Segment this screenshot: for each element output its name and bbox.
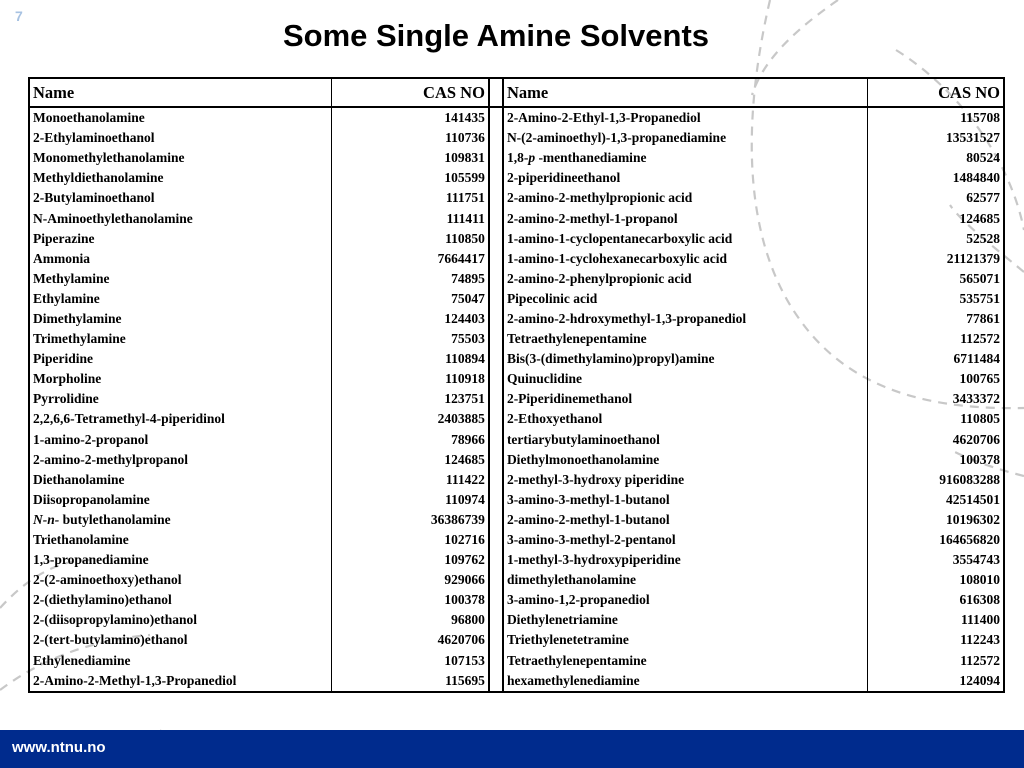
right-cas-cell: 4620706 bbox=[868, 430, 1004, 450]
right-cas-cell: 535751 bbox=[868, 289, 1004, 309]
right-cas-cell: 21121379 bbox=[868, 249, 1004, 269]
right-name-cell: 1-amino-1-cyclopentanecarboxylic acid bbox=[503, 229, 868, 249]
right-cas-cell: 111400 bbox=[868, 610, 1004, 630]
left-name-cell: 1,3-propanediamine bbox=[29, 550, 332, 570]
column-gap bbox=[489, 269, 503, 289]
column-gap bbox=[489, 610, 503, 630]
left-name-cell: Triethanolamine bbox=[29, 530, 332, 550]
right-name-cell bbox=[503, 148, 868, 168]
header-name-left: Name bbox=[29, 78, 332, 107]
column-gap bbox=[489, 671, 503, 692]
column-gap bbox=[489, 470, 503, 490]
left-cas-cell: 75503 bbox=[332, 329, 489, 349]
column-gap bbox=[489, 329, 503, 349]
left-cas-cell: 111411 bbox=[332, 208, 489, 228]
left-name-cell: Morpholine bbox=[29, 369, 332, 389]
right-cas-cell: 100765 bbox=[868, 369, 1004, 389]
name-suffix: butylethanolamine bbox=[59, 511, 171, 527]
right-cas-cell: 110805 bbox=[868, 409, 1004, 429]
left-cas-cell: 115695 bbox=[332, 671, 489, 692]
left-name-cell: Diethanolamine bbox=[29, 470, 332, 490]
table-row bbox=[29, 107, 1004, 128]
right-name-cell: 3-amino-3-methyl-1-butanol bbox=[503, 490, 868, 510]
right-cas-cell: 115708 bbox=[868, 107, 1004, 128]
right-cas-cell: 77861 bbox=[868, 309, 1004, 329]
left-name-cell bbox=[29, 510, 332, 530]
left-name-cell: Methylamine bbox=[29, 269, 332, 289]
left-name-cell: 2-Butylaminoethanol bbox=[29, 188, 332, 208]
right-name-cell: Pipecolinic acid bbox=[503, 289, 868, 309]
column-gap bbox=[489, 208, 503, 228]
column-gap bbox=[489, 349, 503, 369]
left-name-cell: Dimethylamine bbox=[29, 309, 332, 329]
left-name-cell: 2-(diethylamino)ethanol bbox=[29, 590, 332, 610]
right-name-cell: 2-Ethoxyethanol bbox=[503, 409, 868, 429]
amine-solvents-table bbox=[28, 77, 1005, 693]
left-name-cell: Pyrrolidine bbox=[29, 389, 332, 409]
right-cas-cell: 112572 bbox=[868, 329, 1004, 349]
left-name-cell: Monomethylethanolamine bbox=[29, 148, 332, 168]
right-cas-cell: 100378 bbox=[868, 450, 1004, 470]
table-row bbox=[29, 550, 1004, 570]
left-cas-cell: 78966 bbox=[332, 430, 489, 450]
right-cas-cell: 1484840 bbox=[868, 168, 1004, 188]
right-name-cell: 2-amino-2-methylpropionic acid bbox=[503, 188, 868, 208]
slide-title: Some Single Amine Solvents bbox=[282, 18, 710, 53]
table-row bbox=[29, 229, 1004, 249]
slide-number: 7 bbox=[15, 8, 23, 24]
right-name-cell: tertiarybutylaminoethanol bbox=[503, 430, 868, 450]
table-row bbox=[29, 128, 1004, 148]
left-name-cell: Monoethanolamine bbox=[29, 107, 332, 128]
left-cas-cell: 105599 bbox=[332, 168, 489, 188]
left-name-cell: 2,2,6,6-Tetramethyl-4-piperidinol bbox=[29, 409, 332, 429]
column-gap bbox=[489, 78, 503, 107]
table-row bbox=[29, 148, 1004, 168]
table-row bbox=[29, 349, 1004, 369]
table-row bbox=[29, 329, 1004, 349]
left-cas-cell: 124403 bbox=[332, 309, 489, 329]
column-gap bbox=[489, 148, 503, 168]
footer-bar bbox=[0, 730, 1024, 768]
name-italic-part: p bbox=[528, 150, 536, 166]
column-gap bbox=[489, 229, 503, 249]
left-cas-cell: 111422 bbox=[332, 470, 489, 490]
right-name-cell: Diethylmonoethanolamine bbox=[503, 450, 868, 470]
left-cas-cell: 141435 bbox=[332, 107, 489, 128]
left-name-cell: Methyldiethanolamine bbox=[29, 168, 332, 188]
left-name-cell: 2-(tert-butylamino)ethanol bbox=[29, 630, 332, 650]
left-cas-cell: 2403885 bbox=[332, 409, 489, 429]
left-name-cell: Piperidine bbox=[29, 349, 332, 369]
right-cas-cell: 616308 bbox=[868, 590, 1004, 610]
left-cas-cell: 75047 bbox=[332, 289, 489, 309]
left-cas-cell: 102716 bbox=[332, 530, 489, 550]
table-row bbox=[29, 369, 1004, 389]
left-name-cell: Diisopropanolamine bbox=[29, 490, 332, 510]
right-name-cell: Quinuclidine bbox=[503, 369, 868, 389]
right-name-cell: 2-amino-2-hdroxymethyl-1,3-propanediol bbox=[503, 309, 868, 329]
column-gap bbox=[489, 530, 503, 550]
left-name-cell: 2-(2-aminoethoxy)ethanol bbox=[29, 570, 332, 590]
name-italic-part: N-n- bbox=[33, 511, 60, 527]
table-row bbox=[29, 208, 1004, 228]
left-cas-cell: 7664417 bbox=[332, 249, 489, 269]
table-row bbox=[29, 409, 1004, 429]
right-cas-cell: 164656820 bbox=[868, 530, 1004, 550]
footer-url[interactable]: www.ntnu.no bbox=[12, 739, 106, 756]
right-name-cell: 2-piperidineethanol bbox=[503, 168, 868, 188]
left-cas-cell: 107153 bbox=[332, 651, 489, 671]
right-name-cell: dimethylethanolamine bbox=[503, 570, 868, 590]
column-gap bbox=[489, 107, 503, 128]
left-name-cell: Ethylenediamine bbox=[29, 651, 332, 671]
table-row bbox=[29, 309, 1004, 329]
table-row bbox=[29, 570, 1004, 590]
right-name-cell: 3-amino-1,2-propanediol bbox=[503, 590, 868, 610]
table-row bbox=[29, 430, 1004, 450]
left-cas-cell: 36386739 bbox=[332, 510, 489, 530]
right-name-cell: 2-Piperidinemethanol bbox=[503, 389, 868, 409]
table-row bbox=[29, 651, 1004, 671]
table-row bbox=[29, 389, 1004, 409]
table-row bbox=[29, 490, 1004, 510]
column-gap bbox=[489, 651, 503, 671]
left-cas-cell: 110974 bbox=[332, 490, 489, 510]
left-cas-cell: 111751 bbox=[332, 188, 489, 208]
left-name-cell: 2-(diisopropylamino)ethanol bbox=[29, 610, 332, 630]
left-name-cell: Trimethylamine bbox=[29, 329, 332, 349]
column-gap bbox=[489, 309, 503, 329]
left-cas-cell: 110894 bbox=[332, 349, 489, 369]
table-row bbox=[29, 610, 1004, 630]
name-prefix: 1,8- bbox=[506, 150, 529, 166]
left-cas-cell: 123751 bbox=[332, 389, 489, 409]
column-gap bbox=[489, 550, 503, 570]
right-name-cell: 2-Amino-2-Ethyl-1,3-Propanediol bbox=[503, 107, 868, 128]
column-gap bbox=[489, 249, 503, 269]
right-cas-cell: 6711484 bbox=[868, 349, 1004, 369]
right-cas-cell: 42514501 bbox=[868, 490, 1004, 510]
right-cas-cell: 112572 bbox=[868, 651, 1004, 671]
column-gap bbox=[489, 188, 503, 208]
left-cas-cell: 110918 bbox=[332, 369, 489, 389]
left-name-cell: Ammonia bbox=[29, 249, 332, 269]
left-name-cell: 2-Ethylaminoethanol bbox=[29, 128, 332, 148]
left-cas-cell: 110850 bbox=[332, 229, 489, 249]
right-cas-cell: 3433372 bbox=[868, 389, 1004, 409]
column-gap bbox=[489, 389, 503, 409]
right-name-cell: 2-amino-2-methyl-1-butanol bbox=[503, 510, 868, 530]
table-row bbox=[29, 269, 1004, 289]
right-cas-cell: 52528 bbox=[868, 229, 1004, 249]
header-cas-right: CAS NO bbox=[868, 78, 1004, 107]
column-gap bbox=[489, 590, 503, 610]
right-cas-cell: 108010 bbox=[868, 570, 1004, 590]
column-gap bbox=[489, 369, 503, 389]
left-cas-cell: 110736 bbox=[332, 128, 489, 148]
table-row bbox=[29, 188, 1004, 208]
column-gap bbox=[489, 128, 503, 148]
column-gap bbox=[489, 409, 503, 429]
left-cas-cell: 74895 bbox=[332, 269, 489, 289]
right-cas-cell: 3554743 bbox=[868, 550, 1004, 570]
right-cas-cell: 13531527 bbox=[868, 128, 1004, 148]
right-cas-cell: 10196302 bbox=[868, 510, 1004, 530]
column-gap bbox=[489, 450, 503, 470]
column-gap bbox=[489, 289, 503, 309]
right-cas-cell: 916083288 bbox=[868, 470, 1004, 490]
right-name-cell: 3-amino-3-methyl-2-pentanol bbox=[503, 530, 868, 550]
right-name-cell: 2-amino-2-methyl-1-propanol bbox=[503, 208, 868, 228]
table-row bbox=[29, 671, 1004, 692]
left-cas-cell: 109831 bbox=[332, 148, 489, 168]
left-cas-cell: 929066 bbox=[332, 570, 489, 590]
right-name-cell: 2-methyl-3-hydroxy piperidine bbox=[503, 470, 868, 490]
column-gap bbox=[489, 430, 503, 450]
right-name-cell: Diethylenetriamine bbox=[503, 610, 868, 630]
right-cas-cell: 112243 bbox=[868, 630, 1004, 650]
column-gap bbox=[489, 490, 503, 510]
table-row bbox=[29, 530, 1004, 550]
right-name-cell: Tetraethylenepentamine bbox=[503, 651, 868, 671]
column-gap bbox=[489, 630, 503, 650]
left-name-cell: 2-amino-2-methylpropanol bbox=[29, 450, 332, 470]
right-name-cell: N-(2-aminoethyl)-1,3-propanediamine bbox=[503, 128, 868, 148]
right-name-cell: Tetraethylenepentamine bbox=[503, 329, 868, 349]
column-gap bbox=[489, 168, 503, 188]
table-row bbox=[29, 590, 1004, 610]
header-name-right: Name bbox=[503, 78, 868, 107]
left-cas-cell: 100378 bbox=[332, 590, 489, 610]
column-gap bbox=[489, 570, 503, 590]
table-row bbox=[29, 289, 1004, 309]
right-cas-cell: 565071 bbox=[868, 269, 1004, 289]
left-cas-cell: 96800 bbox=[332, 610, 489, 630]
name-suffix: -menthanediamine bbox=[535, 150, 647, 166]
right-name-cell: Triethylenetetramine bbox=[503, 630, 868, 650]
column-gap bbox=[489, 510, 503, 530]
left-cas-cell: 124685 bbox=[332, 450, 489, 470]
table-row bbox=[29, 168, 1004, 188]
right-cas-cell: 124685 bbox=[868, 208, 1004, 228]
right-name-cell: hexamethylenediamine bbox=[503, 671, 868, 692]
table-body bbox=[29, 107, 1004, 692]
table-header-row bbox=[29, 78, 1004, 107]
table-row bbox=[29, 470, 1004, 490]
left-cas-cell: 109762 bbox=[332, 550, 489, 570]
table-row bbox=[29, 510, 1004, 530]
left-name-cell: 2-Amino-2-Methyl-1,3-Propanediol bbox=[29, 671, 332, 692]
left-name-cell: 1-amino-2-propanol bbox=[29, 430, 332, 450]
right-name-cell: 1-amino-1-cyclohexanecarboxylic acid bbox=[503, 249, 868, 269]
right-cas-cell: 124094 bbox=[868, 671, 1004, 692]
left-name-cell: Ethylamine bbox=[29, 289, 332, 309]
table-row bbox=[29, 450, 1004, 470]
table-row bbox=[29, 630, 1004, 650]
right-cas-cell: 80524 bbox=[868, 148, 1004, 168]
left-name-cell: Piperazine bbox=[29, 229, 332, 249]
right-name-cell: 2-amino-2-phenylpropionic acid bbox=[503, 269, 868, 289]
header-cas-left: CAS NO bbox=[332, 78, 489, 107]
right-name-cell: Bis(3-(dimethylamino)propyl)amine bbox=[503, 349, 868, 369]
left-cas-cell: 4620706 bbox=[332, 630, 489, 650]
right-name-cell: 1-methyl-3-hydroxypiperidine bbox=[503, 550, 868, 570]
left-name-cell: N-Aminoethylethanolamine bbox=[29, 208, 332, 228]
right-cas-cell: 62577 bbox=[868, 188, 1004, 208]
table-row bbox=[29, 249, 1004, 269]
